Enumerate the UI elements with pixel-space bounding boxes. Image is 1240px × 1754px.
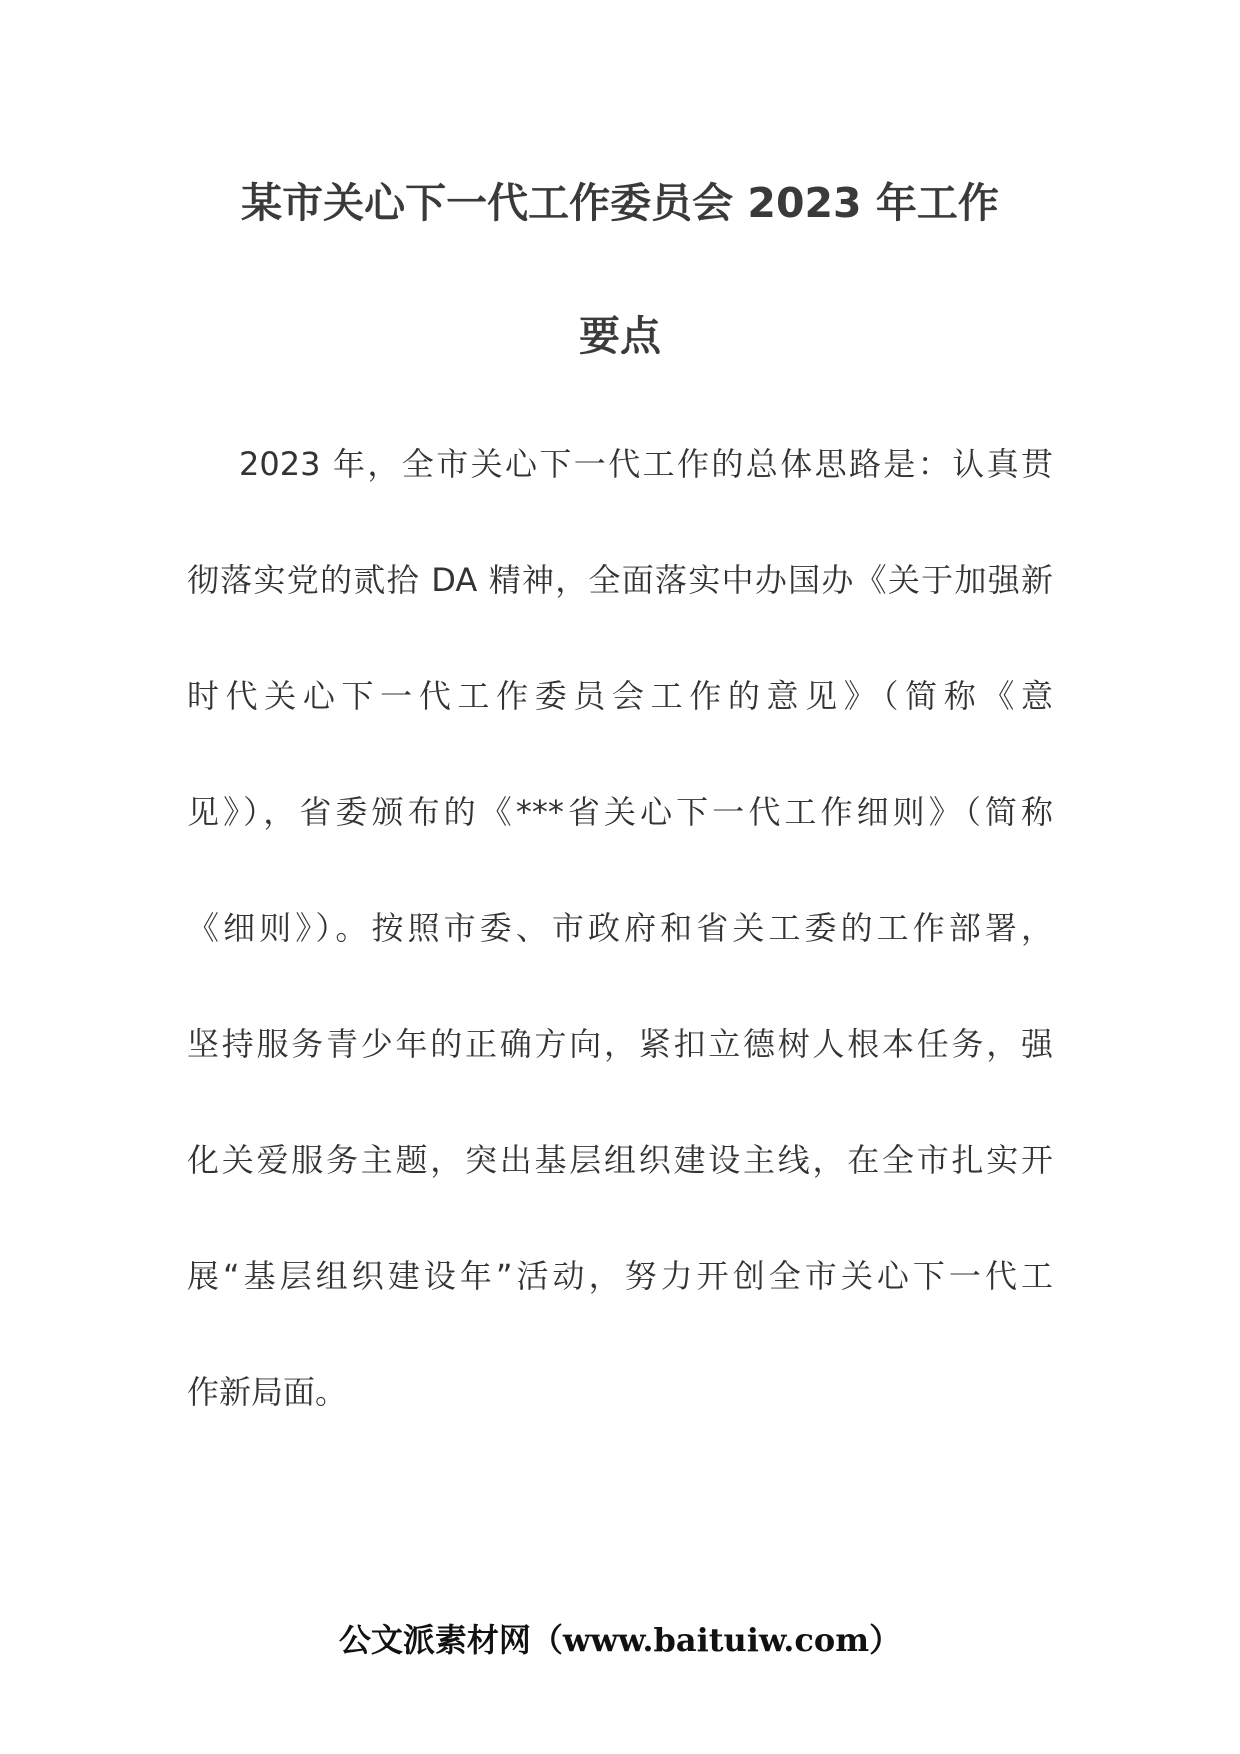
body-line-8: 展“基层组织建设年”活动，努力开创全市关心下一代工 [187,1257,1053,1295]
body-line-9: 作新局面。 [187,1373,348,1411]
body-line-5: 《细则》）。按照市委、市政府和省关工委的工作部署， [187,909,1053,947]
body-line-2: 彻落实党的贰拾 DA 精神，全面落实中办国办《关于加强新 [187,561,1053,599]
footer-source-text: 公文派素材网（www.baituiw.com） [338,1621,902,1659]
body-line-7: 化关爱服务主题，突出基层组织建设主线，在全市扎实开 [187,1141,1053,1179]
body-line-4: 见》），省委颁布的《***省关心下一代工作细则》（简称 [187,793,1053,831]
document-title-line-1: 某市关心下一代工作委员会 2023 年工作 [241,179,999,227]
body-line-1: 2023 年，全市关心下一代工作的总体思路是：认真贯 [239,445,1053,483]
document-title-line-2: 要点 [579,312,661,360]
body-line-6: 坚持服务青少年的正确方向，紧扣立德树人根本任务，强 [187,1025,1053,1063]
body-line-3: 时代关心下一代工作委员会工作的意见》（简称《意 [187,677,1053,715]
